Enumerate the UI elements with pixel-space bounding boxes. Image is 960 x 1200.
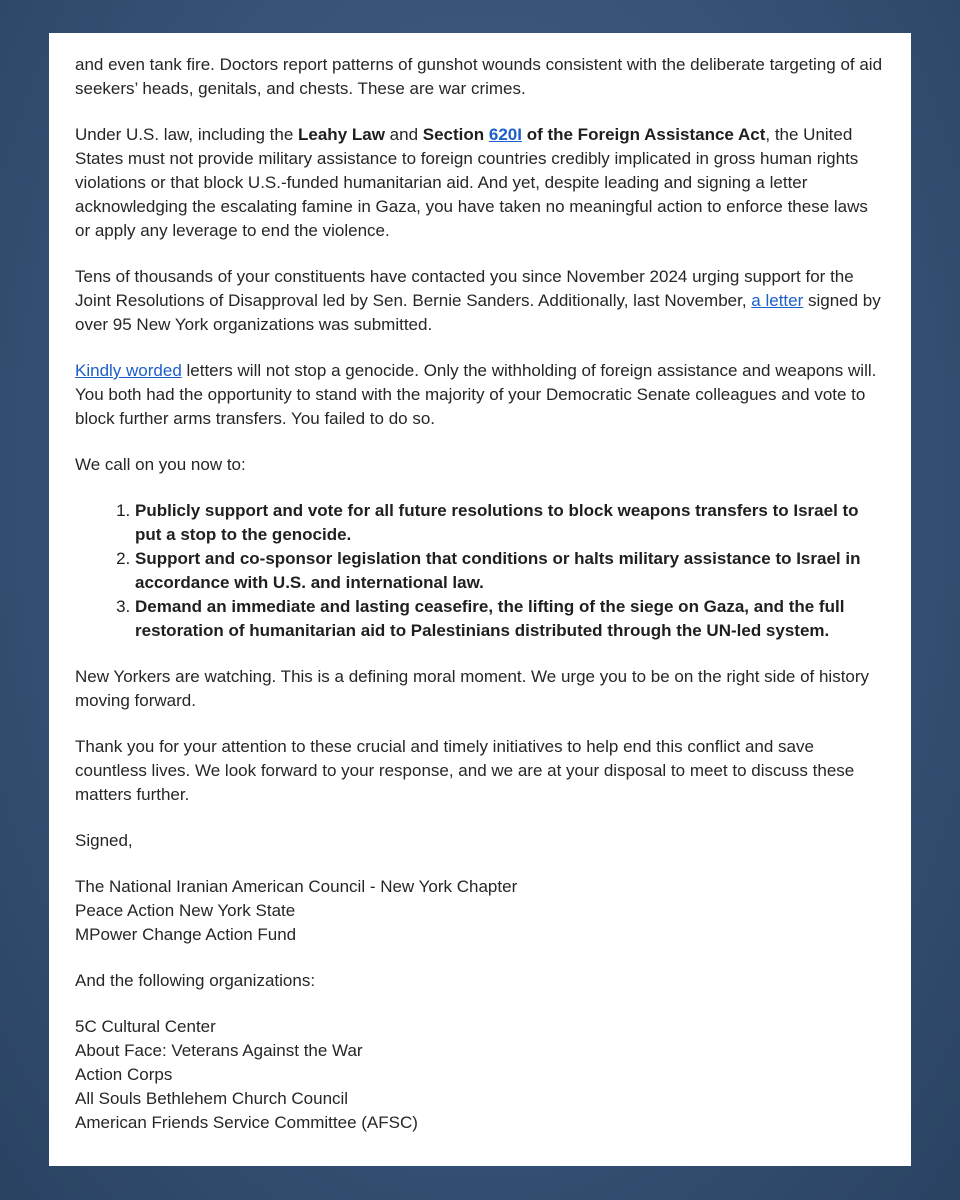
law-text-2: , the United States must not provide military assistance to foreign countries credibly implicated in gross human rights violations or that block U.S.-funded humanitarian aid. And yet, despite leading and signing a letter acknowledging the escalating famine in Gaza, you have taken no meaningful action to enforce these laws or apply any leverage to end the violence. <box>75 125 868 240</box>
demand-item: 2. Support and co-sponsor legislation that conditions or halts military assistance to Israel in accordance with U.S. and international law. <box>135 547 885 595</box>
demand-item: 1. Publicly support and vote for all future resolutions to block weapons transfers to Israel to put a stop to the genocide. <box>135 499 885 547</box>
organization-item: Action Corps <box>75 1065 173 1084</box>
law-paragraph <box>75 123 885 243</box>
lead-signer: MPower Change Action Fund <box>75 925 297 944</box>
watching-paragraph: New Yorkers are watching. This is a defining moral moment. We urge you to be on the right side of history moving forward. <box>75 667 870 710</box>
constituents-text-1: Tens of thousands of your constituents have contacted you since November 2024 urging support for the Joint Resolutions of Disapproval led by Sen. Bernie Sanders. Additionally, last November, <box>75 267 854 310</box>
organization-item: All Souls Bethlehem Church Council <box>75 1089 349 1108</box>
foreign-assistance-act-text: of the Foreign Assistance Act <box>521 125 766 144</box>
lead-signers-list <box>75 875 885 947</box>
letter-page <box>49 33 911 1166</box>
constituents-paragraph <box>75 265 885 337</box>
call-intro: We call on you now to: <box>75 455 246 474</box>
thanks-paragraph: Thank you for your attention to these crucial and timely initiatives to help end this conflict and save countless lives. We look forward to your response, and we are at your disposal to meet to discuss these matters further. <box>75 737 855 804</box>
following-label: And the following organizations: <box>75 971 316 990</box>
demands-list <box>75 499 885 643</box>
signed-label: Signed, <box>75 831 133 850</box>
genocide-text: letters will not stop a genocide. Only the withholding of foreign assistance and weapons will. You both had the opportunity to stand with the majority of your Democratic Senate colleagues and vote to block further arms transfers. You failed to do so. <box>75 361 877 428</box>
constituents-text-2: signed by over 95 New York organizations was submitted. <box>75 291 881 334</box>
lead-signer: The National Iranian American Council - New York Chapter <box>75 877 518 896</box>
organization-item: About Face: Veterans Against the War <box>75 1041 363 1060</box>
kindly-worded-link[interactable]: Kindly worded <box>75 361 182 380</box>
demand-item: 3. Demand an immediate and lasting ceasefire, the lifting of the siege on Gaza, and the full restoration of humanitarian aid to Palestinians distributed through the UN-led system. <box>135 595 885 643</box>
section-text: Section <box>422 125 489 144</box>
a-letter-link[interactable]: a letter <box>751 291 804 310</box>
intro-paragraph: and even tank fire. Doctors report patterns of gunshot wounds consistent with the deliberate targeting of aid seekers’ heads, genitals, and chests. These are war crimes. <box>75 55 883 98</box>
organization-item: American Friends Service Committee (AFSC) <box>75 1113 418 1132</box>
organizations-list <box>75 1015 885 1135</box>
section-620i-link[interactable]: 620I <box>488 125 522 144</box>
genocide-paragraph <box>75 359 885 431</box>
lead-signer: Peace Action New York State <box>75 901 296 920</box>
law-and-text: and <box>384 125 423 144</box>
leahy-law-text: Leahy Law <box>298 125 385 144</box>
law-text-1: Under U.S. law, including the <box>75 125 299 144</box>
organization-item: 5C Cultural Center <box>75 1017 216 1036</box>
